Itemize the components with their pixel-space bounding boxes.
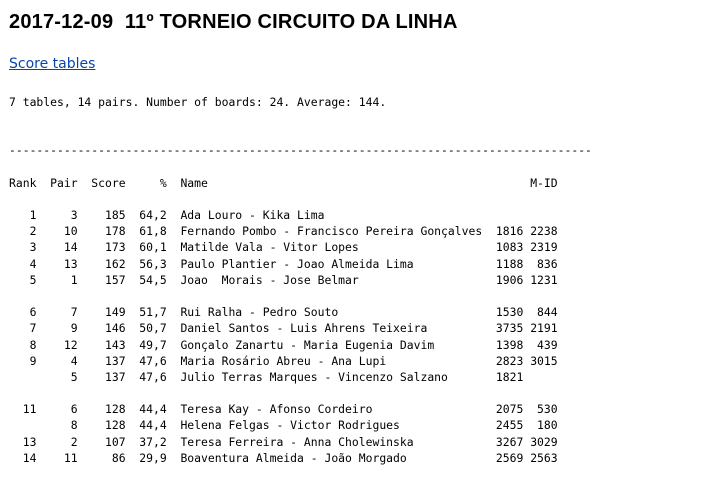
page-title: 2017-12-09 11º TORNEIO CIRCUITO DA LINHA [9, 11, 458, 33]
table-row: 13 2 107 37,2 Teresa Ferreira - Anna Cholewinska 3267 3029 [9, 434, 558, 449]
table-row: 3 14 173 60,1 Matilde Vala - Vitor Lopes 1083 2319 [9, 240, 558, 255]
table-row: 5 137 47,6 Julio Terras Marques - Vincenzo Salzano 1821 [9, 369, 524, 384]
separator-line: ------------------------------------------------------------------------------------- [9, 143, 592, 157]
table-row: 5 1 157 54,5 Joao Morais - Jose Belmar 1906 1231 [9, 272, 558, 287]
table-row: 9 4 137 47,6 Maria Rosário Abreu - Ana Lupi 2823 3015 [9, 353, 558, 368]
table-row: 14 11 86 29,9 Boaventura Almeida - João Morgado 2569 2563 [9, 450, 558, 465]
results-header-row: Rank Pair Score % Name M-ID [9, 176, 558, 190]
group-gap [9, 385, 558, 401]
score-tables-link[interactable]: Score tables [9, 56, 96, 72]
table-row: 2 10 178 61,8 Fernando Pombo - Francisco Pereira Gonçalves 1816 2238 [9, 224, 558, 239]
table-row: 1 3 185 64,2 Ada Louro - Kika Lima [9, 208, 325, 222]
table-row: 6 7 149 51,7 Rui Ralha - Pedro Souto 1530 844 [9, 305, 558, 320]
results-table [9, 207, 558, 466]
table-row: 8 12 143 49,7 Gonçalo Zanartu - Maria Eugenia Davim 1398 439 [9, 337, 558, 352]
table-row: 11 6 128 44,4 Teresa Kay - Afonso Cordeiro 2075 530 [9, 402, 558, 417]
table-row: 4 13 162 56,3 Paulo Plantier - Joao Almeida Lima 1188 836 [9, 256, 558, 271]
table-row: 7 9 146 50,7 Daniel Santos - Luis Ahrens Teixeira 3735 2191 [9, 321, 558, 336]
tournament-summary: 7 tables, 14 pairs. Number of boards: 24. Average: 144. [9, 95, 387, 109]
group-gap [9, 288, 558, 304]
table-row: 8 128 44,4 Helena Felgas - Victor Rodrigues 2455 180 [9, 418, 558, 433]
